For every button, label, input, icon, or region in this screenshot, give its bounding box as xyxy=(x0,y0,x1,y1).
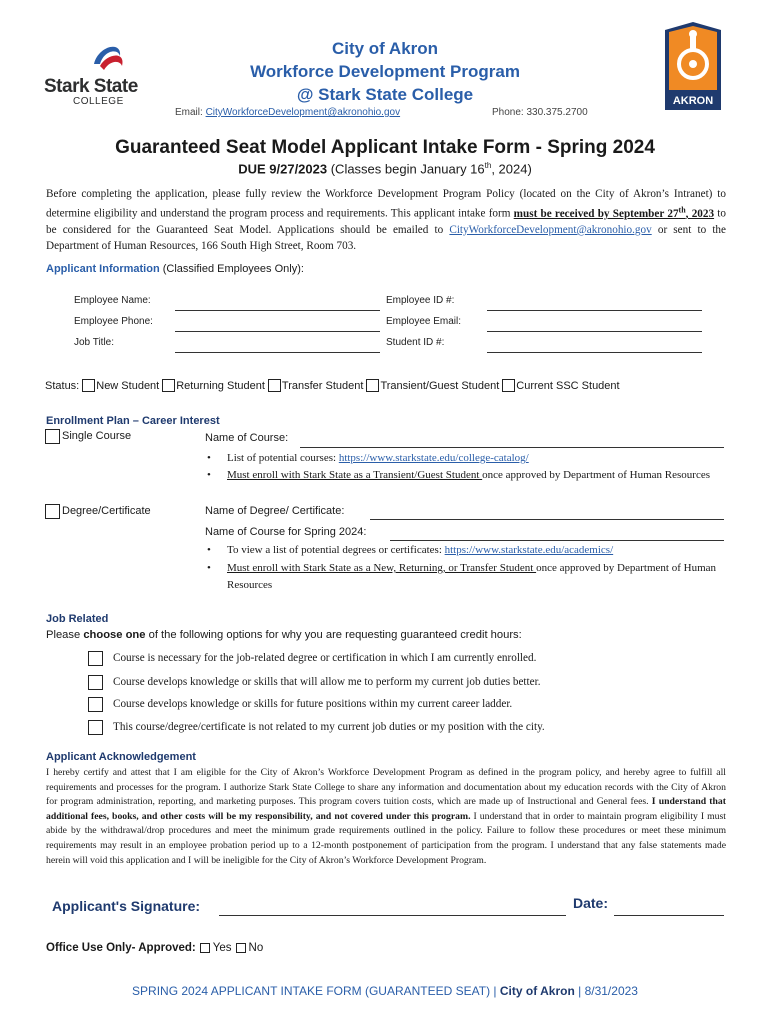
job-option-label: Course is necessary for the job-related degree or certification in which I am currently enrolled. xyxy=(113,652,537,664)
name-of-course-spring-label: Name of Course for Spring 2024: xyxy=(205,526,367,538)
job-option-1-checkbox[interactable] xyxy=(88,651,103,666)
employee-id-label: Employee ID #: xyxy=(386,295,455,306)
intro-deadline-sup: th xyxy=(678,205,686,214)
ssc-brand-sub: COLLEGE xyxy=(73,96,124,107)
student-id-label: Student ID #: xyxy=(386,337,445,348)
status-option-label: Transient/Guest Student xyxy=(380,379,500,392)
prompt-bold: choose one xyxy=(83,629,146,641)
bullet4-text: once approved by Department of Human Resources xyxy=(227,562,717,591)
intro-deadline-end: , 2023 xyxy=(685,207,715,220)
bullet-degrees-list xyxy=(207,542,727,559)
signature-field[interactable] xyxy=(219,915,566,916)
job-option-label: This course/degree/certificate is not related to my current job duties or my position with the city. xyxy=(113,721,545,733)
header-title-line1: City of Akron xyxy=(331,39,439,58)
bullet3-text: To view a list of potential degrees or certificates: xyxy=(227,544,445,556)
header-phone: Phone: 330.375.2700 xyxy=(492,107,588,118)
due-note-b: , 2024) xyxy=(491,161,532,177)
ssc-brand-name: Stark State xyxy=(44,76,138,97)
employee-phone-field[interactable] xyxy=(175,331,380,332)
bullet-dot: • xyxy=(207,562,211,574)
name-of-course-label: Name of Course: xyxy=(205,432,289,444)
due-note-a: (Classes begin January 16 xyxy=(327,161,485,177)
bullet-dot: • xyxy=(207,544,211,556)
bullet-new-returning-requirement xyxy=(207,560,717,594)
applicant-info-title: Applicant Information xyxy=(46,263,160,275)
due-note-sup: th xyxy=(484,161,492,170)
course-catalog-link[interactable]: https://www.starkstate.edu/college-catalog/ xyxy=(338,452,529,464)
header-title-line3: @ Stark State College xyxy=(296,85,474,104)
status-new-student-checkbox[interactable] xyxy=(82,379,95,392)
office-use-label: Office Use Only- Approved: xyxy=(46,942,196,954)
prompt-a: Please xyxy=(46,629,84,641)
enrollment-heading: Enrollment Plan – Career Interest xyxy=(46,415,220,427)
footer-separator: | xyxy=(574,984,585,998)
name-of-degree-field[interactable] xyxy=(370,519,724,520)
bullet-dot: • xyxy=(207,469,211,481)
student-id-field[interactable] xyxy=(487,352,702,353)
employee-name-field[interactable] xyxy=(175,310,380,311)
date-label: Date: xyxy=(573,895,609,911)
bullet4-underlined: Must enroll with Stark State as a New, Returning, or Transfer Student xyxy=(227,562,537,574)
job-title-field[interactable] xyxy=(175,352,380,353)
applicant-info-note: (Classified Employees Only): xyxy=(159,263,304,275)
intro-email-link[interactable]: CityWorkforceDevelopment@akronohio.gov xyxy=(449,223,652,236)
status-returning-student-checkbox[interactable] xyxy=(162,379,175,392)
office-use-row xyxy=(46,942,263,954)
footer-separator: | xyxy=(490,984,500,998)
signature-label: Applicant's Signature: xyxy=(52,898,201,914)
bullet-transient-requirement xyxy=(207,467,727,484)
job-title-label: Job Title: xyxy=(74,337,115,348)
employee-phone-label: Employee Phone: xyxy=(74,316,153,327)
job-related-heading: Job Related xyxy=(46,613,109,625)
intro-deadline xyxy=(513,205,715,220)
intro-text-b: to be considered for the Guaranteed Seat Model. Applications should be emailed to xyxy=(46,207,727,236)
prompt-c: of the following options for why you are requesting guaranteed credit hours: xyxy=(145,629,522,641)
bullet2-underlined: Must enroll with Stark State as a Transient/Guest Student xyxy=(227,469,483,481)
employee-email-label: Employee Email: xyxy=(386,316,462,327)
office-no-label: No xyxy=(248,942,264,954)
status-option-label: New Student xyxy=(96,379,160,392)
job-option-3-checkbox[interactable] xyxy=(88,697,103,712)
page-footer xyxy=(0,984,770,998)
email-label: Email: xyxy=(175,107,203,118)
employee-email-field[interactable] xyxy=(487,331,702,332)
single-course-label: Single Course xyxy=(62,430,132,442)
bullet1-text: List of potential courses: xyxy=(227,452,339,464)
status-option-label: Returning Student xyxy=(176,379,265,392)
bullet2-text: once approved by Department of Human Resources xyxy=(482,469,711,481)
bullet-dot: • xyxy=(207,452,211,464)
status-transient-guest-checkbox[interactable] xyxy=(366,379,379,392)
date-field[interactable] xyxy=(614,915,724,916)
header-email xyxy=(175,107,400,118)
status-current-ssc-checkbox[interactable] xyxy=(502,379,515,392)
degree-certificate-label: Degree/Certificate xyxy=(62,505,151,517)
applicant-info-heading xyxy=(46,263,304,275)
status-option-label: Transfer Student xyxy=(281,379,364,392)
name-of-course-field[interactable] xyxy=(300,447,724,448)
city-of-akron-logo-icon xyxy=(663,20,723,115)
job-related-prompt xyxy=(46,629,522,641)
employee-id-field[interactable] xyxy=(487,310,702,311)
name-of-degree-label: Name of Degree/ Certificate: xyxy=(205,505,345,517)
single-course-checkbox[interactable] xyxy=(45,429,60,444)
degree-certificate-checkbox[interactable] xyxy=(45,504,60,519)
job-option-label: Course develops knowledge or skills that will allow me to perform my current job duties better. xyxy=(113,676,541,688)
footer-city: City of Akron xyxy=(499,984,575,998)
academics-link[interactable]: https://www.starkstate.edu/academics/ xyxy=(444,544,614,556)
status-transfer-student-checkbox[interactable] xyxy=(268,379,281,392)
acknowledgement-paragraph xyxy=(46,766,726,868)
office-no-checkbox[interactable] xyxy=(236,943,246,953)
ack-text-a: I hereby certify and attest that I am eligible for the City of Akron’s Workforce Development Program as defined in the program policy, and hereby agree to fulfill all requirements and processes for the program. I authorize Stark State College to share any information and documentation about my education records with the City of Akron for program administration, reporting, and marketing purposes. This program covers tuition costs, which are made up of Instructional and General fees. xyxy=(46,767,726,808)
job-option-label: Course develops knowledge or skills for future positions within my current career ladder. xyxy=(113,698,513,710)
job-option-2-checkbox[interactable] xyxy=(88,675,103,690)
bullet-course-list xyxy=(207,450,727,467)
header-title-line2: Workforce Development Program xyxy=(250,62,520,81)
due-date-line xyxy=(0,161,770,176)
akron-logo-text: AKRON xyxy=(672,95,714,107)
office-yes-checkbox[interactable] xyxy=(200,943,210,953)
status-option-label: Current SSC Student xyxy=(516,379,620,392)
footer-date: 8/31/2023 xyxy=(584,984,638,998)
ack-text-bold: I understand that additional fees, books, and other costs will be my responsibility, and not covered under this program. xyxy=(46,796,726,822)
acknowledgement-heading: Applicant Acknowledgement xyxy=(46,751,196,763)
employee-name-label: Employee Name: xyxy=(74,295,151,306)
status-label: Status: xyxy=(45,379,80,392)
ack-text-b: I understand that in order to maintain program eligibility I must abide by the withdrawal/drop procedures and meet the minimum grade requirements outlined in the policy. Failure to follow these procedures or meet these minimum requirements may result in an employee probation period up to a 12-month postponement of participation from the program. I understand that any false statements made herein will void this application and I will be ineligible for the City of Akron’s Workforce Development Program. xyxy=(46,810,726,866)
intro-text-c: or sent to the Department of Human Resources, 166 South High Street, Room 703. xyxy=(46,223,726,252)
form-title: Guaranteed Seat Model Applicant Intake Form - Spring 2024 xyxy=(115,137,655,158)
name-of-course-spring-field[interactable] xyxy=(390,540,724,541)
job-option-4-checkbox[interactable] xyxy=(88,720,103,735)
intro-text-a: Before completing the application, please fully review the Workforce Development Program Policy (located on the City of Akron’s Intranet) to determine eligibility and understand the program process and requirements. This applicant intake form xyxy=(46,188,726,220)
office-yes-label: Yes xyxy=(212,942,232,954)
status-row xyxy=(45,379,620,392)
due-date: DUE 9/27/2023 xyxy=(238,161,328,177)
footer-form-name: SPRING 2024 APPLICANT INTAKE FORM (GUARANTEED SEAT) xyxy=(132,984,491,998)
header-email-link[interactable]: CityWorkforceDevelopment@akronohio.gov xyxy=(205,107,401,118)
intro-deadline-a: must be received by September 27 xyxy=(513,207,679,220)
intro-paragraph xyxy=(46,186,726,254)
